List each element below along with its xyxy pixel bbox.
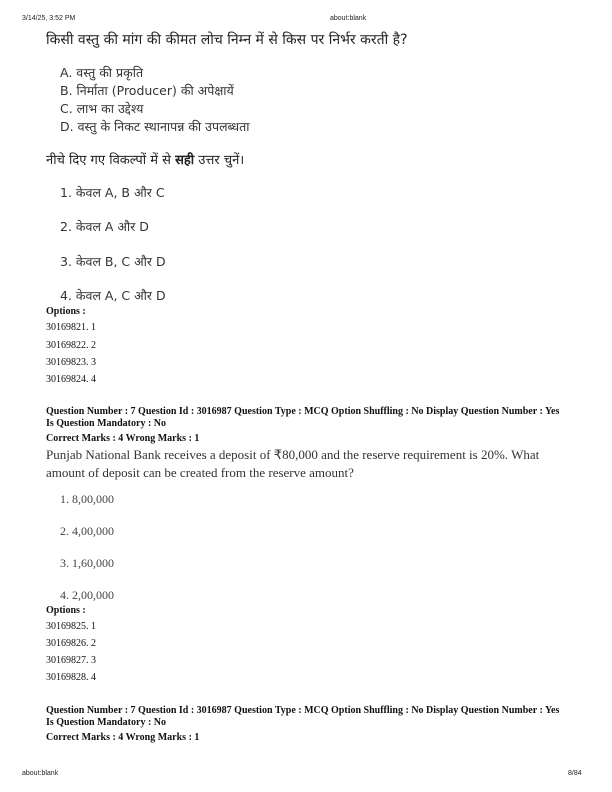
instruction-bold: सही	[175, 153, 195, 168]
statement: B. निर्माता (Producer) की अपेक्षायें	[60, 83, 234, 98]
option-id: 30169825. 1	[46, 621, 96, 632]
choice: 1. केवल A, B और C	[60, 185, 165, 200]
question-marks: Correct Marks : 4 Wrong Marks : 1	[46, 433, 200, 444]
statement: A. वस्तु की प्रकृति	[60, 65, 144, 80]
option-id: 30169824. 4	[46, 374, 96, 385]
question-meta: Question Number : 7 Question Id : 3016987 Question Type : MCQ Option Shuffling : No Display Question Number : Yes Is Question Mandatory : No	[46, 406, 560, 429]
option-id: 30169826. 2	[46, 638, 96, 649]
option-id: 30169823. 3	[46, 357, 96, 368]
options-label: Options :	[46, 605, 86, 616]
choice: 3. 1,60,000	[60, 556, 114, 570]
option-id: 30169828. 4	[46, 672, 96, 683]
question-text: Punjab National Bank receives a deposit of ₹80,000 and the reserve requirement is 20%. What amount of deposit can be created from the reserve amount?	[46, 447, 540, 480]
statement: C. लाभ का उद्देश्य	[60, 101, 144, 116]
choice: 2. केवल A और D	[60, 219, 149, 234]
options-label: Options :	[46, 306, 86, 317]
instruction	[46, 150, 244, 168]
print-datetime: 3/14/25, 3:52 PM	[22, 15, 76, 22]
choice: 4. केवल A, C और D	[60, 288, 166, 303]
choice: 2. 4,00,000	[60, 524, 114, 538]
choice: 4. 2,00,000	[60, 588, 114, 602]
footer-url: about:blank	[22, 770, 59, 777]
question-text: किसी वस्तु की मांग की कीमत लोच निम्न में से किस पर निर्भर करती है?	[46, 32, 408, 48]
question-marks: Correct Marks : 4 Wrong Marks : 1	[46, 732, 200, 743]
question-meta: Question Number : 7 Question Id : 3016987 Question Type : MCQ Option Shuffling : No Display Question Number : Yes Is Question Mandatory : No	[46, 705, 560, 728]
option-id: 30169827. 3	[46, 655, 96, 666]
option-id: 30169821. 1	[46, 322, 96, 333]
page-number: 8/84	[568, 770, 582, 777]
option-id: 30169822. 2	[46, 340, 96, 351]
statement: D. वस्तु के निकट स्थानापन्न की उपलब्धता	[60, 119, 250, 134]
print-title: about:blank	[330, 15, 367, 22]
choice: 3. केवल B, C और D	[60, 254, 166, 269]
choice: 1. 8,00,000	[60, 492, 114, 506]
instruction-text: उत्तर चुनें।	[194, 153, 245, 168]
instruction-text: नीचे दिए गए विकल्पों में से	[46, 153, 176, 168]
